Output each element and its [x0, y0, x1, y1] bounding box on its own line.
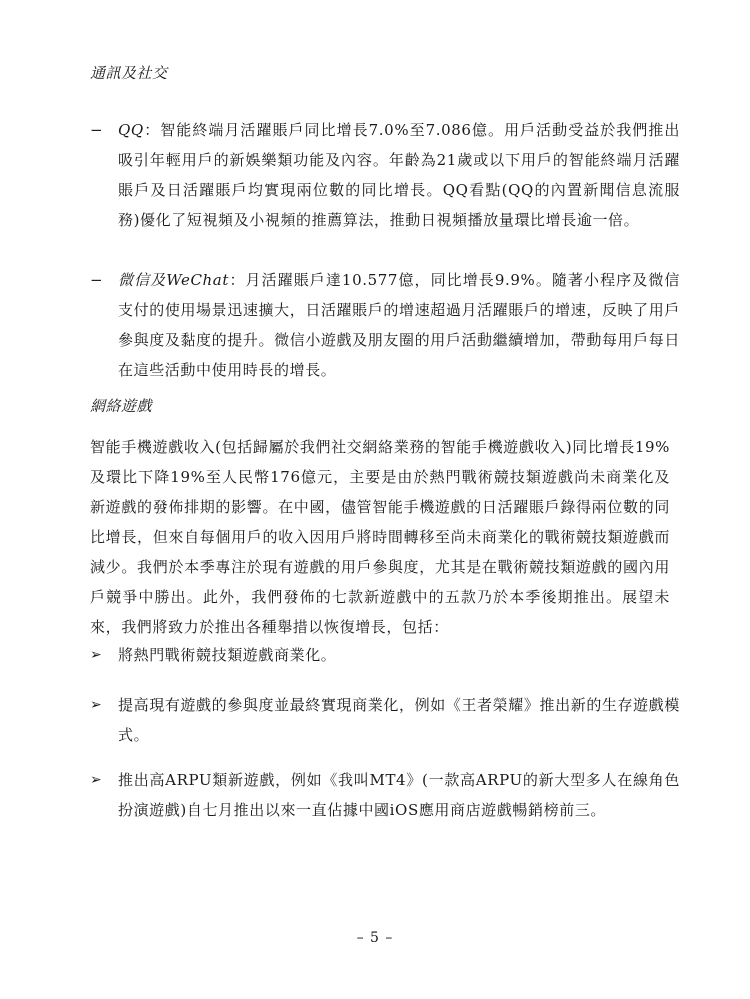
bullet-item-wechat	[90, 265, 680, 385]
section-heading-communication: 通訊及社交	[90, 64, 168, 82]
arrow-marker-icon: ➢	[90, 697, 102, 713]
arrow-item-1	[90, 640, 680, 670]
dash-marker: −	[90, 271, 103, 289]
arrow-item-text: 將熱門戰術競技類遊戲商業化。	[118, 646, 337, 664]
section-heading-online-games: 網絡遊戲	[90, 397, 153, 415]
arrow-marker-icon: ➢	[90, 647, 102, 663]
bullet-item-body: ：智能終端月活躍賬戶同比增長7.0%至7.086億。用戶活動受益於我們推出吸引年輕用戶的新娛樂類功能及內容。年齡為21歲或以下用戶的智能終端月活躍賬戶及日活躍賬戶均實現兩位數的同比增長。QQ看點(QQ的內置新聞信息流服務)優化了短視頻及小視頻的推薦算法，推動日視頻播放量環比增長逾一倍。	[118, 121, 680, 229]
dash-marker: −	[90, 121, 103, 139]
bullet-item-body: ：月活躍賬戶達10.577億，同比增長9.9%。隨著小程序及微信支付的使用場景迅速擴大，日活躍賬戶的增速超過月活躍賬戶的增速，反映了用戶參與度及黏度的提升。微信小遊戲及朋友圈的用戶活動繼續增加，帶動每用戶每日在這些活動中使用時長的增長。	[118, 271, 680, 379]
page-number: – 5 –	[356, 930, 394, 946]
arrow-item-3	[90, 765, 680, 825]
online-games-paragraph: 智能手機遊戲收入(包括歸屬於我們社交網絡業務的智能手機遊戲收入)同比增長19%及環比下降19%至人民幣176億元，主要是由於熱門戰術競技類遊戲尚未商業化及新遊戲的發佈排期的影響。在中國，儘管智能手機遊戲的日活躍賬戶錄得兩位數的同比增長，但來自每個用戶的收入因用戶將時間轉移至尚未商業化的戰術競技類遊戲而減少。我們於本季專注於現有遊戲的用戶參與度，尤其是在戰術競技類遊戲的國內用戶競爭中勝出。此外，我們發佈的七款新遊戲中的五款乃於本季後期推出。展望未來，我們將致力於推出各種舉措以恢復增長，包括：	[90, 438, 670, 636]
bullet-item-text	[118, 265, 680, 385]
arrow-item-text: 提高現有遊戲的參與度並最終實現商業化，例如《王者榮耀》推出新的生存遊戲模式。	[118, 696, 680, 744]
bullet-item-qq	[90, 115, 680, 235]
arrow-marker-icon: ➢	[90, 772, 102, 788]
bullet-item-text	[118, 115, 680, 235]
arrow-item-text: 推出高ARPU類新遊戲，例如《我叫MT4》(一款高ARPU的新大型多人在線角色扮演遊戲)自七月推出以來一直佔據中國iOS應用商店遊戲暢銷榜前三。	[118, 771, 680, 819]
bullet-item-title: QQ	[118, 121, 144, 139]
bullet-item-title: 微信及WeChat	[118, 271, 229, 289]
arrow-item-2	[90, 690, 680, 750]
